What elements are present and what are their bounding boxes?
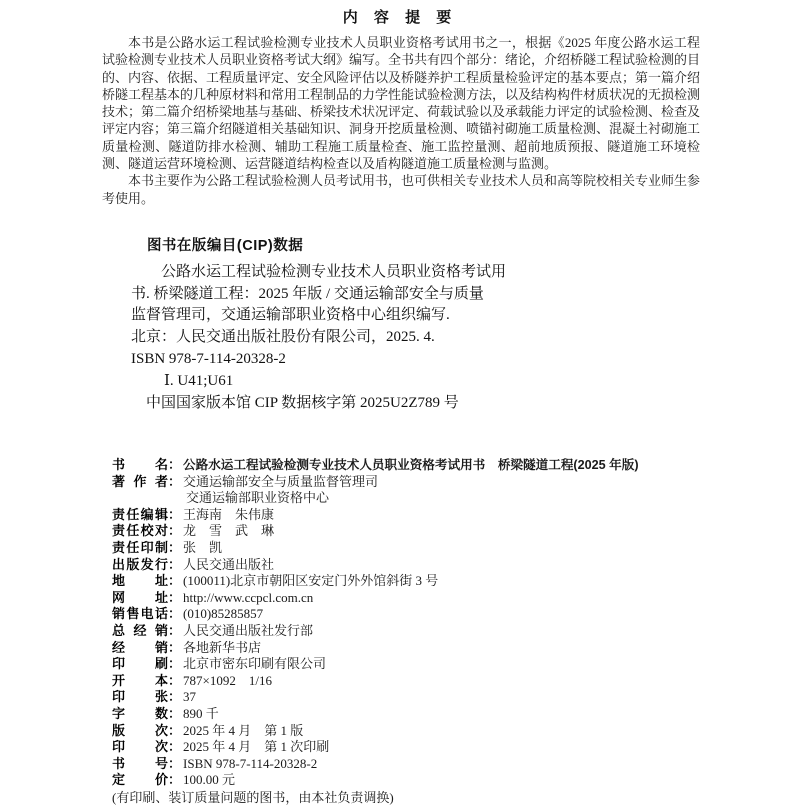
colophon-row-word-count [112,706,722,723]
colophon-value: 人民交通出版社 [183,556,275,572]
colophon-colon: ： [168,473,182,489]
colophon-colon: ： [168,523,182,539]
colophon-value-author: 交通运输部安全与质量监督管理司 [183,473,379,489]
colophon-label: 书名 [112,457,168,472]
cip-line: 监督管理司，交通运输部职业资格中心组织编写. [131,307,450,324]
colophon-colon: ： [168,639,182,655]
colophon-colon: ： [168,722,182,738]
colophon-row-book-title [112,457,722,474]
colophon-label: 责任编辑 [112,506,168,522]
colophon-value: 各地新华书店 [183,639,262,655]
colophon-label: 印刷 [112,656,168,672]
colophon-label: 经销 [112,639,168,655]
colophon-colon: ： [168,573,182,589]
colophon-colon: ： [168,672,182,688]
colophon-label: 开本 [112,672,168,688]
colophon-label: 定价 [112,772,168,788]
colophon-value-book-title: 公路水运工程试验检测专业技术人员职业资格考试用书 桥梁隧道工程(2025 年版) [183,458,639,472]
cip-record-number-line: 中国国家版本馆 CIP 数据核字第 2025U2Z789 号 [146,394,459,411]
colophon-row-author-line2 [112,490,722,507]
colophon-row-sales-phone [112,606,722,623]
summary-paragraph: 本书主要作为公路工程试验检测人员考试用书，也可供相关专业技术人员和高等院校相关专业师生参考使用。 [102,173,701,206]
colophon-colon: ： [168,539,182,555]
colophon-value-format: 787×1092 1/16 [183,672,272,688]
colophon-label: 销售电话 [112,606,168,622]
cip-isbn-line: ISBN 978-7-114-20328-2 [131,350,286,367]
colophon-colon: ： [168,506,182,522]
colophon-value-website-url: http://www.ccpcl.com.cn [183,589,314,605]
colophon-colon: ： [168,457,182,472]
colophon-colon: ： [168,556,182,572]
colophon-label: 责任印制 [112,539,168,555]
colophon-row-printing [112,739,722,756]
cip-line: 公路水运工程试验检测专业技术人员职业资格考试用 [161,263,507,280]
colophon-label: 责任校对 [112,523,168,539]
colophon-row-isbn [112,756,722,773]
colophon-value: 人民交通出版社发行部 [183,622,314,638]
colophon-row-sheets [112,689,722,706]
colophon-row-edition [112,723,722,740]
colophon-label: 著作者 [112,473,168,489]
colophon-colon: ： [168,739,182,755]
colophon-colon: ： [168,689,182,705]
cip-classification-line: Ⅰ. U41;U61 [164,372,234,389]
colophon-label: 网址 [112,589,168,605]
cip-block [131,236,591,414]
colophon-value: 张 凯 [183,539,223,555]
colophon-label: 版次 [112,722,168,738]
colophon-row-print-supervisor [112,540,722,557]
cip-header: 图书在版编目(CIP)数据 [146,238,304,254]
colophon-colon: ： [168,705,182,721]
colophon-value-author2: 交通运输部职业资格中心 [186,490,330,506]
colophon-row-general-distributor [112,623,722,640]
colophon-block [112,457,722,806]
colophon-value: 王海南 朱伟康 [183,506,275,522]
colophon-label: 书号 [112,755,168,771]
colophon-label: 印张 [112,689,168,705]
summary-paragraph: 本书是公路水运工程试验检测专业技术人员职业资格考试用书之一，根据《2025 年度公路水运工程试验检测专业技术人员职业资格考试大纲》编写。全书共有四个部分：绪论，介绍桥隧工程试验检测的目的、内容、依据、工程质量评定、安全风险评估以及桥隧养护工程质量检验评定的基本要点；第一篇介绍桥隧工程基本的几种原材料和常用工程制品的力学性能试验检测方法，以及结构构件材质状况的无损检测技术；第二篇介绍桥梁地基与基础、桥梁技术状况评定、荷载试验以及承载能力评定的试验检测、检查及评定内容；第三篇介绍隧道相关基础知识、洞身开挖质量检测、喷锚衬砌施工质量检测、混凝土衬砌施工质量检测、隧道防排水检测、辅助工程施工质量检查、施工监控量测、超前地质预报、隧道施工环境检测、隧道运营环境检测、运营隧道结构检查以及盾构隧道施工质量检测与监测。 [102,35,701,172]
colophon-colon: ： [168,656,182,672]
colophon-row-address [112,573,722,590]
colophon-value-printing: 2025 年 4 月 第 1 次印刷 [183,739,330,755]
colophon-row-publisher [112,557,722,574]
colophon-value-phone: (010)85285857 [183,606,264,622]
cip-line: 书. 桥梁隧道工程：2025 年版 / 交通运输部安全与质量 [131,285,484,302]
colophon-value-sheets: 37 [183,689,197,705]
colophon-colon: ： [168,772,182,788]
colophon-colon: ： [168,622,182,638]
colophon-row-author [112,474,722,491]
colophon-label: 印次 [112,739,168,755]
content-summary-body [102,34,700,207]
content-summary-title: 内 容 提 要 [342,9,458,26]
colophon-label: 出版发行 [112,556,168,572]
colophon-label: 字数 [112,705,168,721]
colophon-value-address: (100011)北京市朝阳区安定门外外馆斜街 3 号 [183,573,439,589]
colophon-row-printer [112,656,722,673]
colophon-row-website [112,590,722,607]
colophon-label: 总经销 [112,622,168,638]
colophon-row-editor [112,507,722,524]
colophon-value-price: 100.00 元 [183,772,236,788]
cip-line: 北京：人民交通出版社股份有限公司，2025. 4. [131,329,435,346]
colophon-colon: ： [168,606,182,622]
colophon-row-format [112,673,722,690]
colophon-value: 龙 雪 武 琳 [183,523,275,539]
colophon-label: 地址 [112,573,168,589]
colophon-row-proofreader [112,523,722,540]
colophon-value: 北京市密东印刷有限公司 [183,656,327,672]
colophon-value-edition: 2025 年 4 月 第 1 版 [183,722,304,738]
colophon-row-price [112,772,722,789]
colophon-value-word-count: 890 千 [183,705,219,721]
colophon-colon: ： [168,589,182,605]
quality-notice: (有印刷、装订质量问题的图书，由本社负责调换) [112,789,394,805]
colophon-value-isbn: ISBN 978-7-114-20328-2 [183,755,318,771]
colophon-row-distributor [112,640,722,657]
colophon-colon: ： [168,755,182,771]
